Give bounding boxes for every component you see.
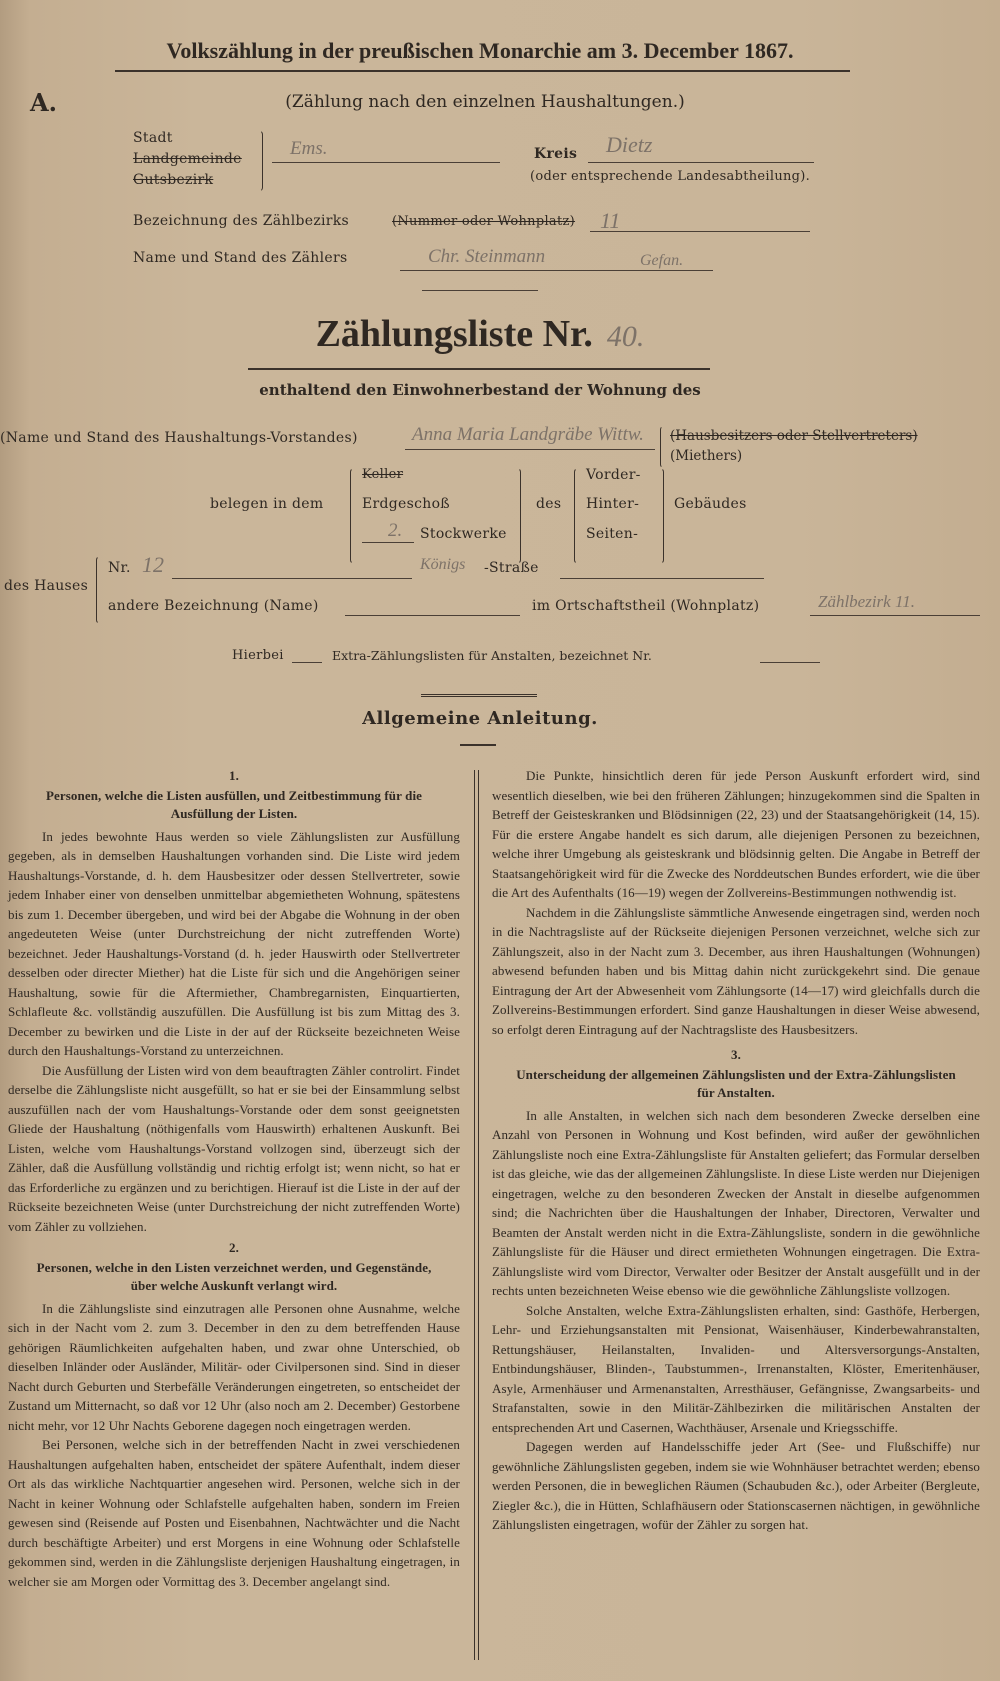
des-label: des [536,496,562,512]
extra-nr-line [760,662,820,663]
subtitle: (Zählung nach den einzelnen Haushaltungen.) [285,92,685,112]
head-role-brace [660,426,667,468]
district-line [590,231,810,232]
nr-label: Nr. [108,560,131,576]
instructions-rule [460,744,496,746]
kreis-value: Dietz [606,132,653,157]
place-type-gutsbezirk: Gutsbezirk [133,172,214,188]
floors-brace-left [350,468,358,564]
district-label: Bezeichnung des Zählbezirks [133,213,350,229]
place-brace [254,130,263,192]
located-label: belegen in dem [210,496,324,512]
head-line [405,449,655,450]
place-type-landgemeinde: Landgemeinde [133,151,242,167]
column-divider [474,770,479,1660]
floor-keller: Keller [362,467,404,482]
section-3-number: 3. [731,1047,741,1062]
district-part-line [810,615,980,616]
head-label: (Name und Stand des Haushaltungs-Vorstandes) [0,430,358,446]
place-type-stadt: Stadt [133,130,173,146]
document-title: Volkszählung in der preußischen Monarchie am 3. December 1867. [166,38,794,63]
counter-value: Chr. Steinmann [428,246,546,267]
district-part-label: im Ortschaftstheil (Wohnplatz) [532,598,760,614]
counter-status: Gefan. [640,252,684,269]
extra-count-line [292,662,322,663]
street-value: Königs [420,556,466,573]
section-2-number: 2. [229,1240,239,1255]
floor-value: 2. [388,520,403,541]
section-2-paragraph: Bei Personen, welche sich in der betreffenden Nacht in zwei verschiedenen Haushaltungen aufgehalten haben, entscheidet der spätere Aufenthalt, indem dieser Ort als das wirkliche Nachtquartier angesehen wird. Personen, welche sich in der Nacht in keiner Wohnung oder Schlafstelle aufgehalten haben, sondern im Freien gewesen sind (Reisende auf Posten und Eisenbahnen, Nachtwächter und die Nacht durch beschäftigte Arbeiter) und erst Morgens in eine Wohnung oder Schlafstelle gekommen sind, werden in die Zählungsliste derjenigen Haushaltung eingetragen, in welcher sie am Morgen oder Vormittag des 3. December angelangt sind. [8,1437,460,1589]
list-title-rule [248,368,710,370]
part-vorder: Vorder- [586,467,641,483]
floor-line [362,542,414,543]
other-name-line [345,615,520,616]
part-seiten: Seiten- [586,526,639,542]
section-2-heading: Personen, welche in den Listen verzeichnet werden, und Gegenstände, über welche Auskunft verlangt wird. [36,1259,432,1293]
district-struck: (Nummer oder Wohnplatz) [392,214,576,229]
nr-line [172,578,412,579]
list-number: 40. [606,320,645,353]
section-3-paragraph: In alle Anstalten, in welchen sich nach dem besonderen Zwecke derselben eine Anzahl von Personen in Wohnung und Kost befinden, wird außer der gewöhnlichen Zählungsliste noch eine Extra-Zählungsliste für Anstalten geliefert; das Formular derselben ist das gleiche, wie das der allgemeinen Zählungsliste. In diese Liste werden nur Diejenigen eingetragen, welche zu den besonderen Zwecken der Anstalt in dieselbe aufgenommen sind; die Nachrichten über die Haushaltungen der Inhaber, Directoren, Verwalter und Beamten der Anstalt werden nicht in die Extra-Zählungsliste, sondern in die gewöhnliche Zählungsliste für die Häuser und direct ermietheten Wohnungen eingetragen. Die Extra-Zählungsliste wird vom Director, Verwalter oder Besitzer der Anstalt ausgefüllt und in der rechts unten bezeichneten Weise ebenso wie die gewöhnliche Zählungsliste vollzogen. [492,1107,980,1298]
building-label: Gebäudes [674,496,747,512]
section-2-paragraph: Nachdem in die Zählungsliste sämmtliche Anwesende eingetragen sind, werden noch in die Nachtragsliste auf der Rückseite diejenigen Personen verzeichnet, welche sich zur Zählungszeit, also in der Nacht zum 3. December, aus ihren Haushaltungen (Wohnungen) abwesend befunden haben und bis Mittag dahin nicht zurückgekehrt sind. Die genaue Eintragung der Art der Abwesenheit vom Zählungsorte (14—17) wird gleichfalls durch die Zollvereins-Bestimmungen erfordert. Sind ganze Haushaltungen in dieser Weise abwesend, so erfolgt deren Eintragung auf der Nachtragsliste des Hausbesitzers. [492,904,980,1037]
place-value: Ems. [290,138,328,159]
section-rule [421,694,537,697]
house-label: des Hauses [4,578,89,594]
title-rule [115,70,850,72]
head-role: (Miethers) [670,448,743,464]
parts-brace-left [574,468,582,564]
short-rule [422,290,538,291]
counter-label: Name und Stand des Zählers [133,250,348,266]
containing-text: enthaltend den Einwohnerbestand der Wohnung des [259,381,701,399]
instructions-title: Allgemeine Anleitung. [362,708,598,729]
kreis-line [588,162,814,163]
district-value: 11 [600,208,621,233]
kreis-note: (oder entsprechende Landesabtheilung). [530,169,811,184]
place-line [272,162,500,163]
floor-stockwerke: Stockwerke [420,526,507,542]
part-hinter: Hinter- [586,496,640,512]
head-value: Anna Maria Landgräbe Wittw. [412,424,644,445]
street-line [560,578,764,579]
extra-text: Extra-Zählungslisten für Anstalten, bezeichnet Nr. [332,648,652,663]
section-1-paragraph: In jedes bewohnte Haus werden so viele Zählungslisten zur Ausfüllung gegeben, als in demselben Haushaltungen vorhanden sind. Die Liste wird jedem Haushaltungs-Vorstande, d. h. dem Hausbesitzer oder dessen Stellvertreter, sowie jedem Inhaber einer von denselben unmittelbar abgemietheten Wohnung, spätestens bis zum 1. December übergeben, und wird bei der Abgabe die Wohnung in der oben angedeuteten Weise (unter Durchstreichung der nicht zutreffenden Worte) bezeichnet. Jeder Haushaltungs-Vorstand (d. h. jeder Hauswirth oder Stellvertreter desselben oder directer Miether) hat die Liste für sich und die Angehörigen seiner Haushaltung, sowie für die Aftermiether, Chambregarnisten, Einquartierten, Schlafleute &c. vollständig auszufüllen. Die Ausfüllung ist bis zum Mittag des 3. December zu bewirken und die Liste in der auf der Rückseite bezeichneten Weise durch den Haushaltungs-Vorstand zu unterzeichnen. [8,828,460,1058]
section-1-paragraph: Die Ausfüllung der Listen wird von dem beauftragten Zähler controlirt. Findet derselbe die Zählungsliste nicht ausgefüllt, so hat er sie bei der Einsammlung selbst auszufüllen nach der vom Haushaltungs-Vorstande oder dem sonst geeignetsten Gliede der Haushaltung (nöthigenfalls vom Hauswirth) erhaltenen Auskunft. Bei Listen, welche vom Haushaltungs-Vorstand vollzogen sind, überzeugt sich der Zähler, daß die Ausfüllung vollständig und richtig erfolgt ist; wenn nicht, so hat er das Erforderliche zu ergänzen und zu berichtigen. Hierauf ist die Liste in der auf der Rückseite bezeichneten Weise (unter Durchstreichung der nicht zutreffenden Worte) vom Zähler zu vollziehen. [8,1062,460,1234]
form-letter: A. [30,88,57,117]
parts-brace-right [656,468,664,564]
floors-brace-right [513,468,521,564]
kreis-label: Kreis [534,146,578,162]
right-column [492,766,980,1535]
other-name-label: andere Bezeichnung (Name) [108,598,319,614]
section-2-paragraph: Die Punkte, hinsichtlich deren für jede Person Auskunft erfordert wird, sind wesentlich dieselben, wie bei den früheren Zählungen; hinzugekommen sind die Spalten in Betreff der Geisteskranken und Blödsinnigen (22, 23) und der Staatsangehörigkeit (14, 15). Für die erstere Angabe handelt es sich darum, alle diejenigen Personen zu bezeichnen, welche ihrer Umgebung als geisteskrank und blödsinnig gelten. Die Angabe in Betreff der Staatsangehörigkeit wird für die Zwecke des Norddeutschen Bundes erfordert, wie die über die Art des Aufenthalts (16—19) wegen der Zollvereins-Bestimmungen nothwendig ist. [492,768,980,900]
head-role-struck: (Hausbesitzers oder Stellvertreters) [670,428,918,444]
section-3-heading: Unterscheidung der allgemeinen Zählungslisten und der Extra-Zählungslisten für Anstalten. [516,1066,956,1100]
section-2-paragraph: In die Zählungsliste sind einzutragen alle Personen ohne Ausnahme, welche sich in der Nacht vom 2. zum 3. December in den zu dem betreffenden Hause gehörigen Räumlichkeiten aufgehalten haben, und zwar ohne Unterschied, ob dieselben Inländer oder Ausländer, Militär- oder Civilpersonen sind. Sind in dieser Nacht durch Geburten und Sterbefälle Veränderungen eingetreten, so entscheidet der Zustand um Mitternacht, so daß vor 12 Uhr (also noch am 2. December) Gestorbene nicht mehr, vor 12 Uhr Nachts Geborene dagegen noch eingetragen werden. [8,1300,460,1433]
section-1-heading: Personen, welche die Listen ausfüllen, und Zeitbestimmung für die Ausfüllung der Listen. [45,787,423,821]
district-part-value: Zählbezirk 11. [818,592,915,611]
list-title: Zählungsliste Nr. [315,313,593,355]
floor-erdgeschoss: Erdgeschoß [362,496,450,512]
section-3-paragraph: Solche Anstalten, welche Extra-Zählungslisten erhalten, sind: Gasthöfe, Herbergen, Lehr- und Erziehungsanstalten mit Pensionat, Waisenhäuser, Kinderbewahranstalten, Rettungshäuser, Heilanstalten, Invaliden- und Altersversorgungs-Anstalten, Entbindungshäuser, Blinden-, Taubstummen-, Irrenanstalten, Klöster, Emeritenhäuser, Asyle, Armenhäuser und Armenanstalten, Arresthäuser, Gefängnisse, Zwangsarbeits- und Strafanstalten, sowie in den Militär-Zählbezirken die militärischen Anstalten der entsprechenden Art und Casernen, Wachthäuser, Arsenale und Kriegsschiffe. [492,1302,980,1435]
left-column [8,766,460,1591]
nr-value: 12 [142,552,164,577]
street-label: -Straße [484,560,539,576]
house-brace [96,556,104,624]
list-title-row [200,312,760,356]
section-3-paragraph: Dagegen werden auf Handelsschiffe jeder Art (See- und Flußschiffe) nur gewöhnliche Zählungslisten gegeben, indem sie wie Wohnhäuser betrachtet werden; ebenso werden Personen, die in beweglichen Räumen (Schaubuden &c.), oder Arbeiter (Bergleute, Ziegler &c.), die in Hütten, Schlafhäusern oder Stationscasernen nächtigen, in gewöhnliche Zählungslisten eingetragen, wofür der Zähler zu sorgen hat. [492,1439,980,1532]
extra-prefix: Hierbei [232,648,284,663]
section-1-number: 1. [229,768,239,783]
counter-line [400,270,713,271]
